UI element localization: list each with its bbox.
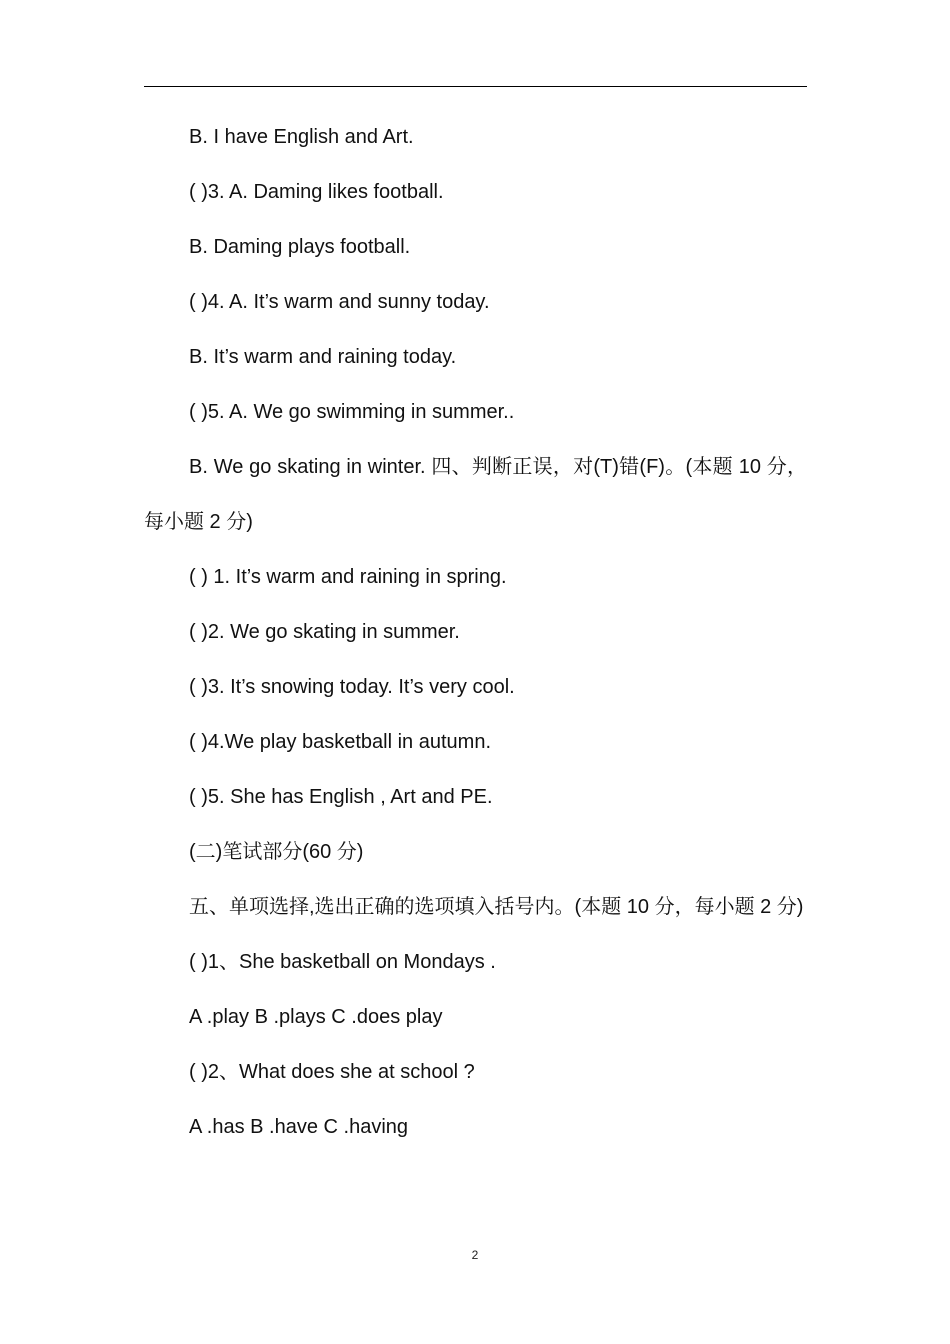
section-instruction: 五、单项选择,选出正确的选项填入括号内。(本题 10 分，每小题 2 分) (189, 896, 804, 918)
text-line: ( )4. A. It’s warm and sunny today. (189, 291, 490, 313)
text-line: ( )5. A. We go swimming in summer.. (189, 401, 515, 423)
question-line: ( )1、She basketball on Mondays . (189, 951, 496, 973)
question-line: ( )2、What does she at school ? (189, 1061, 475, 1083)
text-line: ( )3. A. Daming likes football. (189, 181, 444, 203)
text-line: ( ) 1. It’s warm and raining in spring. (189, 566, 507, 588)
section-heading: (二)笔试部分(60 分) (189, 841, 364, 863)
text-line: ( )5. She has English , Art and PE. (189, 786, 493, 808)
text-line: B. It’s warm and raining today. (189, 346, 457, 368)
header-rule (144, 86, 807, 87)
options-line: A .play B .plays C .does play (189, 1006, 443, 1028)
text-line: ( )3. It’s snowing today. It’s very cool. (189, 676, 515, 698)
document-body (144, 110, 807, 1155)
options-line: A .has B .have C .having (189, 1116, 409, 1138)
page-number: 2 (471, 1248, 479, 1262)
text-line: B. Daming plays football. (189, 236, 411, 258)
text-line: ( )2. We go skating in summer. (189, 621, 460, 643)
text-line: B. I have English and Art. (189, 126, 414, 148)
text-line: ( )4.We play basketball in autumn. (189, 731, 492, 753)
text-paragraph: B. We go skating in winter. 四、判断正误，对(T)错(F)。(本题 10 分，每小题 2 分) (144, 456, 807, 533)
